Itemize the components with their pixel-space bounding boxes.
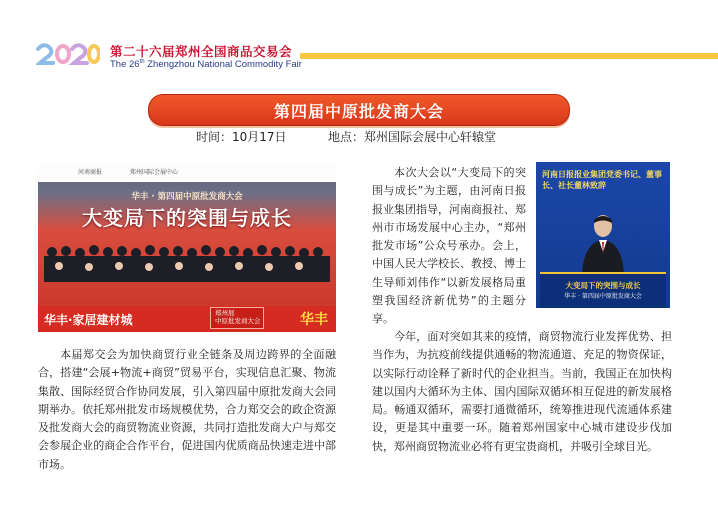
2020-fair-logo-icon: [36, 40, 100, 66]
speaker-photo: [536, 162, 670, 308]
bottom-event-box: [210, 307, 264, 329]
sponsor-logo-2: 郑州国际会展中心: [130, 169, 179, 176]
event-place: 地点：郑州国际会展中心轩辕堂: [328, 130, 497, 144]
bottom-brand: 华丰·家居建材城: [44, 313, 133, 327]
fair-title-en: The 26th Zhengzhou National Commodity Fair: [110, 59, 302, 71]
section-title: 第四届中原批发商大会: [273, 101, 444, 121]
page-header: [0, 0, 718, 70]
paragraph-background: 今年，面对突如其来的疫情，商贸物流行业发挥优势、担当作为，为抗疫前线提供通畅的物流通道、充足的物资保证，以实际行动诠释了新时代的企业担当。当前，我国正在加快构建以国内大循环为主体、国内国际双循环相互促进的新发展格局。畅通双循环，需要打通微循环，统筹推进现代流通体系建设，更是其中重要一环。随着郑州国家中心城市建设步伐加快，郑州商贸物流业必将有更宝贵商机，并吸引全球目光。: [372, 330, 672, 453]
podium-subtitle: 华丰 · 第四届中原批发商大会: [564, 293, 642, 300]
fair-title-cn: 第二十六届郑州全国商品交易会: [110, 44, 293, 59]
sponsor-logo-1: 河南商报: [78, 169, 103, 176]
article-right-column-bottom: [372, 328, 672, 456]
bottom-box-line-2: 中原批发商大会: [215, 317, 261, 325]
bottom-box-line-1: 郑州展: [215, 309, 235, 317]
paragraph-theme: 本次大会以“大变局下的突围与成长”为主题，由河南日报报业集团指导，河南商报社、郑州市市场发展中心主办，“郑州批发市场”公众号承办。会上，中国人民大学校长、教授、博士生导师刘伟作“以新发展格局重塑我国经济新优势”的主题分享。: [372, 166, 526, 326]
backdrop-title: 大变局下的突围与成长: [82, 206, 292, 230]
article-right-column-top: [372, 164, 526, 329]
podium-board: [540, 272, 666, 308]
section-banner: [148, 94, 570, 126]
podium-title: 大变局下的突围与成长: [565, 281, 641, 290]
crowd-icon: [44, 242, 330, 282]
group-photo: [38, 162, 336, 332]
bottom-right-brand: 华丰: [300, 312, 328, 328]
speaker-caption: 河南日报报业集团党委书记、董事长、社长董林致辞: [542, 170, 662, 190]
header-stripe: [300, 53, 718, 59]
article-left-column: [38, 346, 336, 474]
event-time: 时间：10月17日: [196, 130, 287, 144]
speaker-icon: [578, 212, 628, 274]
backdrop-subtitle: 华丰 · 第四届中原批发商大会: [131, 192, 243, 202]
paragraph-intro: 本届郑交会为加快商贸行业全链条及周边跨界的全面融合，搭建“会展+物流+商贸”贸易平台，实现信息汇聚、物流集散、国际经贸合作协同发展，引入第四届中原批发商大会同期举办。依托郑州批发市场规模优势，合力郑交会的政企资源及批发商大会的商贸物流业资源，共同打造批发商大户与郑交会参展企业的商企合作平台，促进国内优质商品快速走进中部市场。: [38, 348, 336, 471]
